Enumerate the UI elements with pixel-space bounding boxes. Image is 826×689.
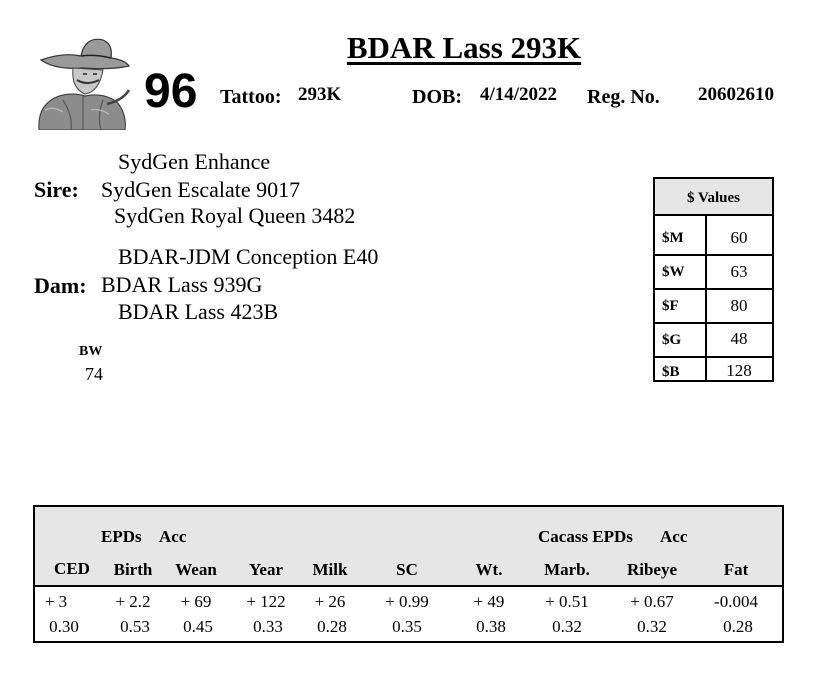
epd-column-header: SC — [396, 560, 418, 579]
carcass-epd-group-label: Cacass EPDs — [538, 527, 633, 546]
sire-label: Sire: — [34, 177, 79, 202]
animal-name-title: BDAR Lass 293K — [346, 30, 582, 65]
epd-column-header: Wean — [175, 560, 217, 579]
epd-value: + 122 — [246, 592, 286, 611]
epd-value: + 0.67 — [630, 592, 674, 611]
epd-accuracy: 0.30 — [49, 617, 79, 636]
dollar-value: 63 — [730, 262, 748, 281]
epd-value: + 69 — [180, 592, 212, 611]
lot-number: 96 — [144, 65, 198, 118]
dollar-values-title: $ Values — [655, 179, 772, 216]
sire-dam: SydGen Royal Queen 3482 — [114, 203, 356, 228]
epd-column-header: Fat — [723, 560, 749, 579]
dollar-values-row-line — [655, 322, 772, 324]
epd-value: + 0.99 — [385, 592, 429, 611]
epd-value: + 3 — [44, 592, 68, 611]
dam-label: Dam: — [34, 273, 87, 298]
dollar-values-row-line — [655, 356, 772, 358]
epd-column-header: Wt. — [475, 560, 503, 579]
epd-accuracy: 0.28 — [723, 617, 753, 636]
tattoo-label: Tattoo: — [220, 86, 282, 108]
dollar-value-label: $M — [662, 230, 684, 246]
epd-value: + 0.51 — [545, 592, 589, 611]
dollar-value-label: $F — [662, 298, 679, 314]
epd-accuracy: 0.28 — [317, 617, 347, 636]
epd-value: + 49 — [473, 592, 505, 611]
bw-label: BW — [79, 344, 103, 359]
dollar-value: 80 — [730, 296, 748, 315]
dam-dam: BDAR Lass 423B — [118, 299, 279, 324]
bw-value: 74 — [85, 364, 103, 384]
sire-name: SydGen Escalate 9017 — [101, 177, 301, 202]
dollar-value-label: $W — [662, 264, 685, 280]
dollar-value: 48 — [730, 329, 748, 348]
epd-group-label: EPDs — [101, 527, 142, 546]
epd-accuracy: 0.45 — [183, 617, 213, 636]
sire-sire: SydGen Enhance — [118, 149, 271, 174]
epd-column-header: Birth — [113, 560, 153, 579]
epd-column-header: Milk — [312, 560, 348, 579]
epd-accuracy: 0.53 — [120, 617, 150, 636]
epd-column-header: Ribeye — [626, 560, 678, 579]
epd-accuracy: 0.33 — [253, 617, 283, 636]
epd-column-header: Marb. — [544, 560, 590, 579]
epd-accuracy: 0.32 — [552, 617, 582, 636]
dollar-value: 60 — [730, 228, 748, 247]
dollar-values-row-line — [655, 288, 772, 290]
dollar-values-row-line — [655, 254, 772, 256]
dob-label: DOB: — [412, 86, 462, 108]
dam-sire: BDAR-JDM Conception E40 — [118, 244, 379, 269]
reg-no-label: Reg. No. — [587, 86, 660, 108]
epd-accuracy: 0.32 — [637, 617, 667, 636]
carcass-acc-label: Acc — [660, 527, 688, 546]
epd-value: + 26 — [314, 592, 346, 611]
epd-value: -0.004 — [714, 592, 758, 611]
epd-value: + 2.2 — [115, 592, 151, 611]
reg-no-value: 20602610 — [698, 84, 774, 105]
dollar-value: 128 — [726, 361, 752, 380]
dollar-value-label: $G — [662, 332, 682, 348]
epd-acc-label: Acc — [159, 527, 187, 546]
tattoo-value: 293K — [298, 84, 342, 105]
dob-value: 4/14/2022 — [480, 84, 558, 105]
dam-name: BDAR Lass 939G — [101, 272, 263, 297]
epd-accuracy: 0.38 — [476, 617, 506, 636]
epd-column-header: CED — [54, 559, 90, 578]
epd-column-header: Year — [249, 560, 283, 579]
dollar-value-label: $B — [662, 364, 680, 380]
epd-accuracy: 0.35 — [392, 617, 422, 636]
